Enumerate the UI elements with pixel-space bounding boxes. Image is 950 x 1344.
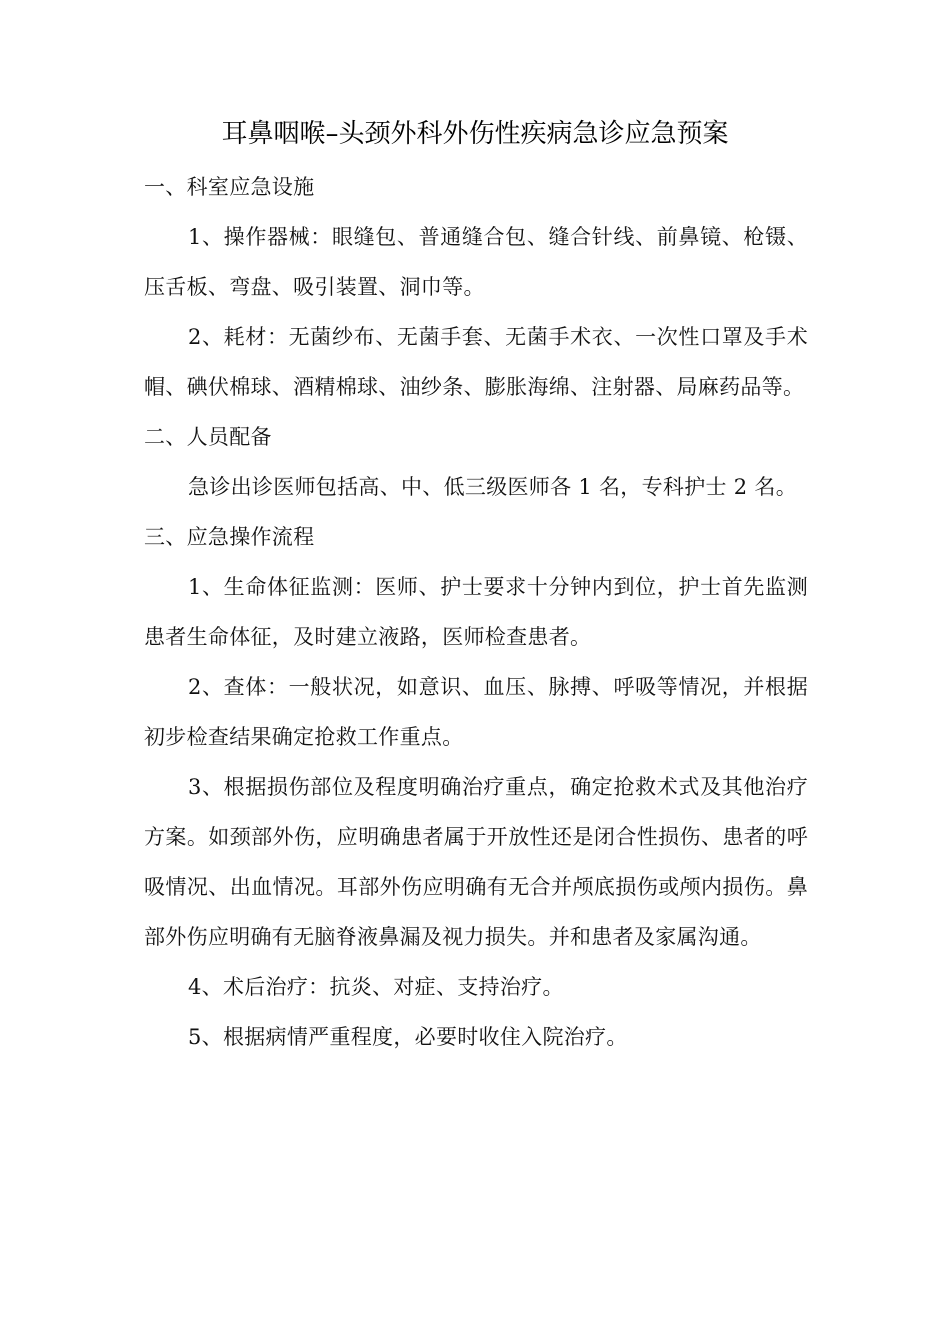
section-heading-procedure: 三、应急操作流程: [144, 525, 315, 549]
paragraph-vital-signs: 1、生命体征监测：医师、护士要求十分钟内到位，护士首先监测患者生命体征，及时建立液路，医师检查患者。: [144, 575, 808, 649]
paragraph-instruments: 1、操作器械：眼缝包、普通缝合包、缝合针线、前鼻镜、枪镊、压舌板、弯盘、吸引装置、洞巾等。: [144, 225, 808, 299]
section-heading-facilities: 一、科室应急设施: [144, 175, 315, 199]
document-body: [144, 162, 808, 1062]
paragraph-treatment-focus: 3、根据损伤部位及程度明确治疗重点，确定抢救术式及其他治疗方案。如颈部外伤，应明确患者属于开放性还是闭合性损伤、患者的呼吸情况、出血情况。耳部外伤应明确有无合并颅底损伤或颅内损伤。鼻部外伤应明确有无脑脊液鼻漏及视力损失。并和患者及家属沟通。: [144, 775, 808, 949]
paragraph-postop: 4、术后治疗：抗炎、对症、支持治疗。: [188, 975, 564, 999]
paragraph-staffing: 急诊出诊医师包括高、中、低三级医师各 1 名，专科护士 2 名。: [188, 475, 798, 499]
paragraph-admission: 5、根据病情严重程度，必要时收住入院治疗。: [188, 1025, 628, 1049]
section-heading-staffing: 二、人员配备: [144, 425, 272, 449]
paragraph-consumables: 2、耗材：无菌纱布、无菌手套、无菌手术衣、一次性口罩及手术帽、碘伏棉球、酒精棉球、油纱条、膨胀海绵、注射器、局麻药品等。: [144, 325, 808, 399]
paragraph-examination: 2、查体：一般状况，如意识、血压、脉搏、呼吸等情况，并根据初步检查结果确定抢救工作重点。: [144, 675, 808, 749]
document-title: 耳鼻咽喉–头颈外科外伤性疾病急诊应急预案: [221, 119, 729, 149]
